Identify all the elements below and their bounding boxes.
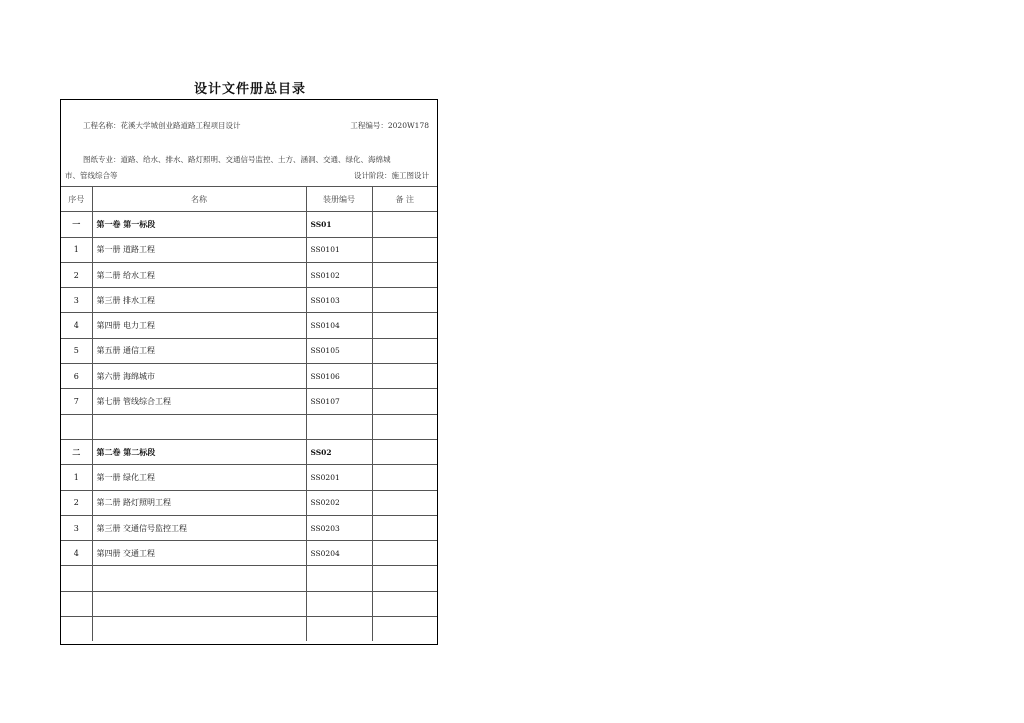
row-remark <box>372 465 437 490</box>
row-code: SS0202 <box>306 490 372 515</box>
disciplines-line-2: 市、管线综合等 <box>65 171 118 180</box>
row-code: SS0204 <box>306 541 372 566</box>
row-remark <box>372 389 437 414</box>
row-number: 1 <box>61 237 92 262</box>
row-remark <box>372 439 437 464</box>
row-name: 第三册 交通信号监控工程 <box>92 515 306 540</box>
row-code: SS0203 <box>306 515 372 540</box>
row-name: 第一卷 第一标段 <box>92 212 306 237</box>
row-code: SS02 <box>306 439 372 464</box>
row-name: 第四册 交通工程 <box>92 541 306 566</box>
row-code: SS0105 <box>306 338 372 363</box>
table-row <box>61 338 437 363</box>
row-code <box>306 591 372 616</box>
row-remark <box>372 313 437 338</box>
column-header-no: 序号 <box>61 187 92 212</box>
row-remark <box>372 515 437 540</box>
row-number: 3 <box>61 515 92 540</box>
row-name <box>92 414 306 439</box>
row-number: 2 <box>61 262 92 287</box>
row-name: 第二卷 第二标段 <box>92 439 306 464</box>
row-code: SS0107 <box>306 389 372 414</box>
row-number: 6 <box>61 364 92 389</box>
row-name <box>92 591 306 616</box>
row-name: 第五册 通信工程 <box>92 338 306 363</box>
row-name <box>92 566 306 591</box>
column-header-name: 名称 <box>92 187 306 212</box>
row-number <box>61 617 92 642</box>
row-name: 第四册 电力工程 <box>92 313 306 338</box>
row-number: 4 <box>61 541 92 566</box>
row-number <box>61 591 92 616</box>
row-code: SS0104 <box>306 313 372 338</box>
column-header-remark: 备 注 <box>372 187 437 212</box>
table-row <box>61 566 437 591</box>
row-code <box>306 414 372 439</box>
table-row <box>61 414 437 439</box>
row-remark <box>372 541 437 566</box>
row-number: 1 <box>61 465 92 490</box>
table-row <box>61 490 437 515</box>
table-row <box>61 541 437 566</box>
table-row <box>61 262 437 287</box>
row-remark <box>372 566 437 591</box>
row-number <box>61 566 92 591</box>
row-remark <box>372 212 437 237</box>
row-remark <box>372 237 437 262</box>
disciplines-line-1: 图纸专业：道路、给水、排水、路灯照明、交通信号监控、土方、涵洞、交通、绿化、海绵城 <box>83 155 391 164</box>
project-number: 工程编号：2020W178 <box>350 121 429 130</box>
project-name: 工程名称：花溪大学城创业路道路工程项目设计 <box>83 121 241 130</box>
table-row <box>61 617 437 642</box>
table-row <box>61 364 437 389</box>
table-row <box>61 439 437 464</box>
row-name: 第二册 给水工程 <box>92 262 306 287</box>
table-row <box>61 313 437 338</box>
row-number: 二 <box>61 439 92 464</box>
row-name: 第七册 管线综合工程 <box>92 389 306 414</box>
row-code: SS0102 <box>306 262 372 287</box>
row-number: 一 <box>61 212 92 237</box>
row-name: 第一册 绿化工程 <box>92 465 306 490</box>
row-remark <box>372 414 437 439</box>
table-row <box>61 515 437 540</box>
row-name <box>92 617 306 642</box>
row-remark <box>372 364 437 389</box>
row-remark <box>372 338 437 363</box>
row-number <box>61 414 92 439</box>
row-remark <box>372 288 437 313</box>
row-code: SS0106 <box>306 364 372 389</box>
row-code <box>306 617 372 642</box>
table-row <box>61 591 437 616</box>
row-code <box>306 566 372 591</box>
row-name: 第一册 道路工程 <box>92 237 306 262</box>
catalog-table <box>61 186 437 641</box>
row-number: 4 <box>61 313 92 338</box>
row-name: 第二册 路灯照明工程 <box>92 490 306 515</box>
table-row <box>61 237 437 262</box>
table-row <box>61 465 437 490</box>
row-code: SS0103 <box>306 288 372 313</box>
row-remark <box>372 490 437 515</box>
row-code: SS01 <box>306 212 372 237</box>
design-stage: 设计阶段：施工图设计 <box>354 171 429 180</box>
catalog-sheet <box>60 99 438 645</box>
table-header-row <box>61 187 437 212</box>
row-number: 3 <box>61 288 92 313</box>
document-title: 设计文件册总目录 <box>193 82 306 97</box>
row-code: SS0201 <box>306 465 372 490</box>
row-name: 第六册 海绵城市 <box>92 364 306 389</box>
row-remark <box>372 262 437 287</box>
row-name: 第三册 排水工程 <box>92 288 306 313</box>
table-row <box>61 389 437 414</box>
table-row <box>61 212 437 237</box>
row-remark <box>372 591 437 616</box>
table-row <box>61 288 437 313</box>
column-header-code: 装册编号 <box>306 187 372 212</box>
row-number: 5 <box>61 338 92 363</box>
row-remark <box>372 617 437 642</box>
row-number: 2 <box>61 490 92 515</box>
row-number: 7 <box>61 389 92 414</box>
row-code: SS0101 <box>306 237 372 262</box>
